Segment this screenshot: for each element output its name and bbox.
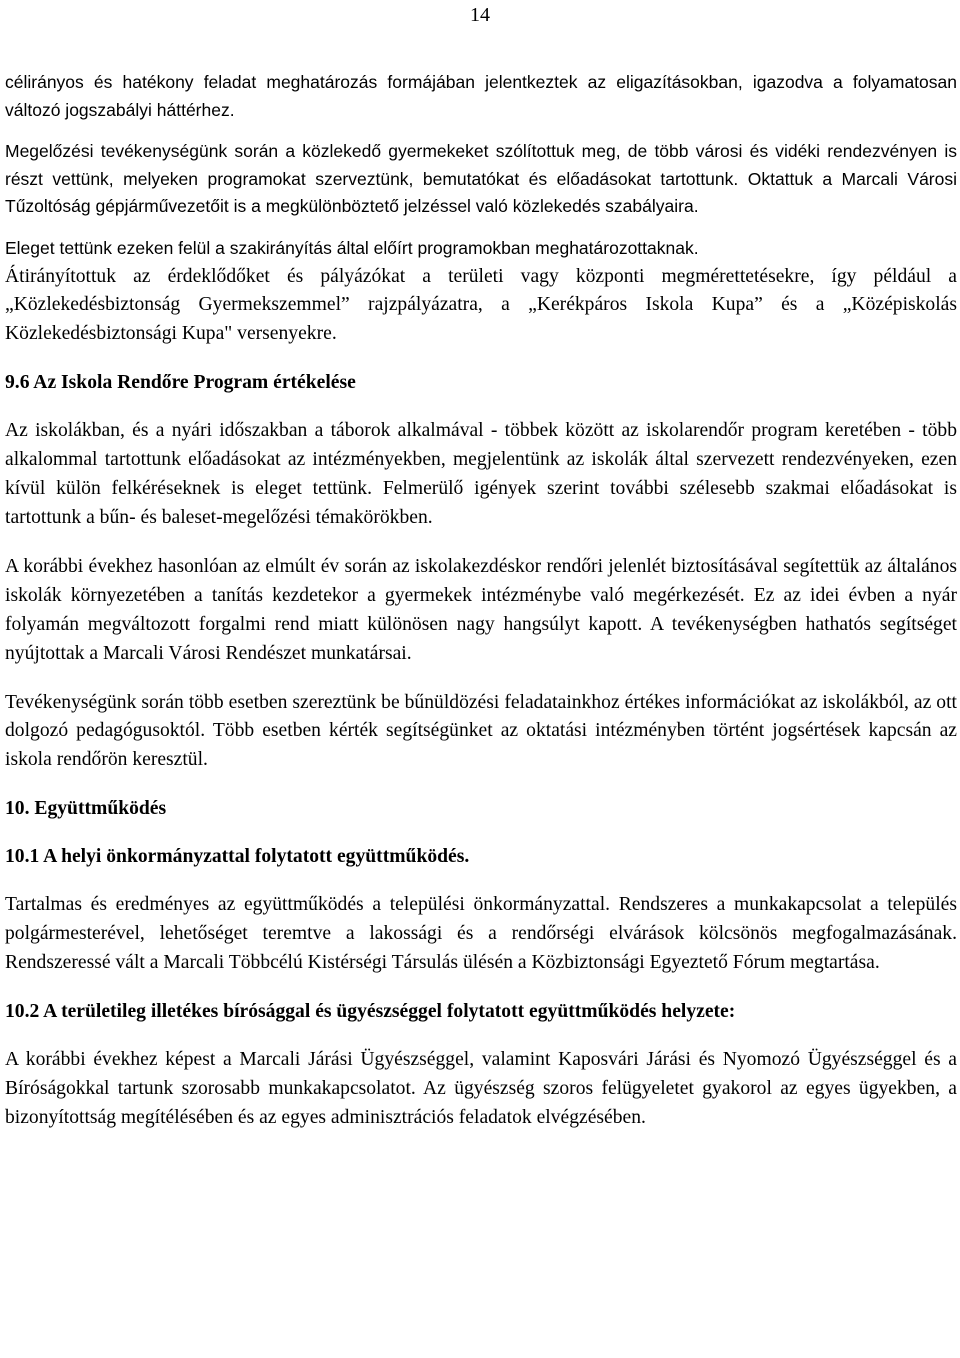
paragraph-megelozesi-tevekenyseg: Megelőzési tevékenységünk során a közlekedő gyermekeket szólítottuk meg, de több városi és vidéki rendezvényen is részt vettünk, melyeken programokat szerveztünk, bemutatókat és előadásokat tartottunk. Oktattuk a Marcali Városi Tűzoltóság gépjárművezetőit is a megkülönböztető jelzéssel való közlekedés szabályaira.: [5, 141, 957, 217]
paragraph-iskolakezdes: A korábbi évekhez hasonlóan az elmúlt év során az iskolakezdéskor rendőri jelenlét biztosításával segítettük az általános iskolák környezetében a tanítás kezdetekor a gyermekek intézménybe való megérkezését. Ez az idei évben a nyár folyamán megváltozott forgalmi rend miatt különösen nagy hangsúlyt kapott. A tevékenységben hathatós segítséget nyújtottak a Marcali Városi Rendészet munkatársai.: [5, 555, 957, 664]
paragraph-atiranyitas: Átirányítottuk az érdeklődőket és pályázókat a területi vagy központi megmérettetésekre, így például a „Közlekedésbiztonság Gyermekszemmel” rajzpályázatra, a „Kerékpáros Iskola Kupa” és a „Középiskolás Közlekedésbiztonsági Kupa" versenyekre.: [5, 265, 957, 345]
page-number: 14: [470, 4, 490, 26]
document-body: [5, 69, 957, 1133]
paragraph-iskolakban: Az iskolákban, és a nyári időszakban a táborok alkalmával - többek között az iskolarendőr program keretében - több alkalommal tartottunk előadásokat az intézményekben, megjelentünk az iskolák által szervezett rendezvényeken, ezen kívül külön felkéréseknek is eleget tettünk. Felmerülő igények szerint további szélesebb szakmai előadásokat is tartottunk a bűn- és baleset-megelőzési témakörökben.: [5, 420, 957, 528]
paragraph-szakiranyitas: Eleget tettünk ezeken felül a szakirányítás által előírt programokban meghatározottaknak.: [5, 237, 699, 258]
paragraph-ugyeszseg: A korábbi évekhez képest a Marcali Járási Ügyészséggel, valamint Kaposvári Járási és Nyomozó Ügyészséggel és a Bíróságokkal tartunk szorosabb munkakapcsolatot. Az ügyészség szoros felügyeletet gyakorol az egyes ügyekben, a bizonyítottság megítélésében és az egyes adminisztrációs feladatok elvégzésében.: [5, 1048, 957, 1128]
heading-9-6: 9.6 Az Iskola Rendőre Program értékelése: [5, 372, 356, 394]
heading-10: 10. Együttműködés: [5, 798, 167, 820]
paragraph-eligazitasok: célirányos és hatékony feladat meghatározás formájában jelentkeztek az eligazításokban, igazodva a folyamatosan változó jogszabályi háttérhez.: [5, 72, 957, 120]
heading-10-2: 10.2 A területileg illetékes bírósággal és ügyészséggel folytatott együttműködés helyzete:: [5, 1000, 736, 1022]
paragraph-informaciok: Tevékenységünk során több esetben szereztünk be bűnüldözési feladatainkhoz értékes információkat az iskolákból, az ott dolgozó pedagógusoktól. Több esetben kérték segítségünket az oktatási intézményben történt jogsértések kapcsán az iskola rendőrön keresztül.: [5, 691, 957, 771]
paragraph-onkormanyzat: Tartalmas és eredményes az együttműködés a települési önkormányzattal. Rendszeres a munkakapcsolat a település polgármesterével, lehetőséget teremtve a lakossági és a rendőrségi elvárások kölcsönös megfogalmazásának. Rendszeressé vált a Marcali Többcélú Kistérségi Társulás ülésén a Közbiztonsági Egyeztető Fórum megtartása.: [5, 894, 957, 974]
heading-10-1: 10.1 A helyi önkormányzattal folytatott együttműködés.: [5, 846, 470, 868]
